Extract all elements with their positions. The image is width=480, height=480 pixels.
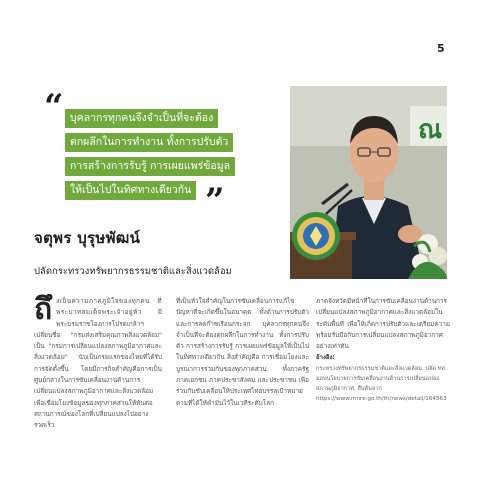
body-lead-text: งเป็นความภาคภูมิใจของทุกคน ที่พระบาทสมเด็จพระเจ้าอยู่หัว — [56, 297, 162, 317]
pull-quote-line: การสร้างการรับรู้ การเผยแพร่ข้อมูล — [65, 157, 235, 176]
reference-label: อ้างอิง: — [316, 354, 335, 362]
pull-quote — [65, 106, 290, 202]
body-column-2 — [176, 296, 309, 409]
pull-quote-line: บุคลากรทุกคนจึงจำเป็นที่จะต้อง — [65, 109, 218, 128]
page-number: 5 — [437, 42, 445, 55]
dropcap: ถึ — [34, 292, 53, 327]
pull-quote-line: ให้เป็นไปในทิศทางเดียวกัน — [65, 181, 196, 200]
speaker-position: ปลัดกระทรวงทรัพยากรธรรมชาติและสิ่งแวดล้อม — [34, 266, 232, 277]
body-text: ภาคจังหวัดมีหน้าที่ในการขับเคลื่อนงานด้านการเปลี่ยนแปลงสภาพภูมิอากาศและสิ่งแวดล้อมในระดับพื้นที่ เพื่อให้เกิดการปรับตัวและเตรียมความพร้อมรับมือกับการเปลี่ยนแปลงสภาพภูมิอากาศอย่างเท่าทัน — [316, 297, 450, 351]
background-sign-text: ณ — [418, 115, 443, 145]
close-quote-mark: ” — [205, 181, 225, 221]
body-column-3 — [316, 296, 450, 404]
body-column-1 — [34, 292, 162, 432]
speaker-photo — [290, 86, 447, 279]
open-quote-mark: “ — [44, 87, 64, 127]
speaker-photo-illustration — [290, 86, 447, 279]
body-text: ที่เป็นหัวใจสำคัญในการขับเคลื่อนการแก้ไขปัญหาที่จะเกิดขึ้นในอนาคต ทั้งด้านการปรับตัว และการลดก๊าซเรือนกระจก บุคลากรทุกคนจึงจำเป็นที่จะต้องตกผลึกในการทำงาน ทั้งการปรับตัว การสร้างการรับรู้ การเผยแพร่ข้อมูลให้เป็นไปในทิศทางเดียวกัน สิ่งสำคัญคือ การเชื่อมโยงและบูรณาการร่วมกันของทุกภาคส่วน ทั้งภาครัฐ ภาคเอกชน ภาคประชาสังคม และประชาชน เพื่อร่วมกันขับเคลื่อนให้ประเทศไทยบรรลุเป้าหมายตามที่ได้ให้คำมั่นไว้ในเวทีระดับโลก — [176, 297, 309, 407]
body-text: มีพระบรมราชโองการโปรดเกล้าฯ เปลี่ยนชื่อ "กรมส่งเสริมคุณภาพสิ่งแวดล้อม" เป็น "กรมการเปลี่ยนแปลงสภาพภูมิอากาศและสิ่งแวดล้อม" นับเป็นกรมแรกของไทยที่ได้รับการจัดตั้งขึ้น โดยมีภารกิจสำคัญคือการเป็นศูนย์กลางในการขับเคลื่อนงานด้านการเปลี่ยนแปลงสภาพภูมิอากาศและสิ่งแวดล้อม เพื่อเชื่อมโยงข้อมูลของทุกภาคส่วนให้ทันต่อสถานการณ์ของโลกที่เปลี่ยนแปลงไปอย่างรวดเร็ว — [34, 308, 162, 430]
pull-quote-line: ตกผลึกในการทำงาน ทั้งการปรับตัว — [65, 133, 233, 152]
reference-text: กระทรวงทรัพยากรธรรมชาติและสิ่งแวดล้อม. ปลัด ทส. มอบนโยบายการขับเคลื่อนงานด้านการเปลี่ยนแปลงสภาพภูมิอากาศ. สืบค้นจาก https://www.mnre.go.th/th/news/detail/164563 — [316, 365, 447, 402]
speaker-name: จตุพร บุรุษพัฒน์ — [34, 229, 141, 247]
